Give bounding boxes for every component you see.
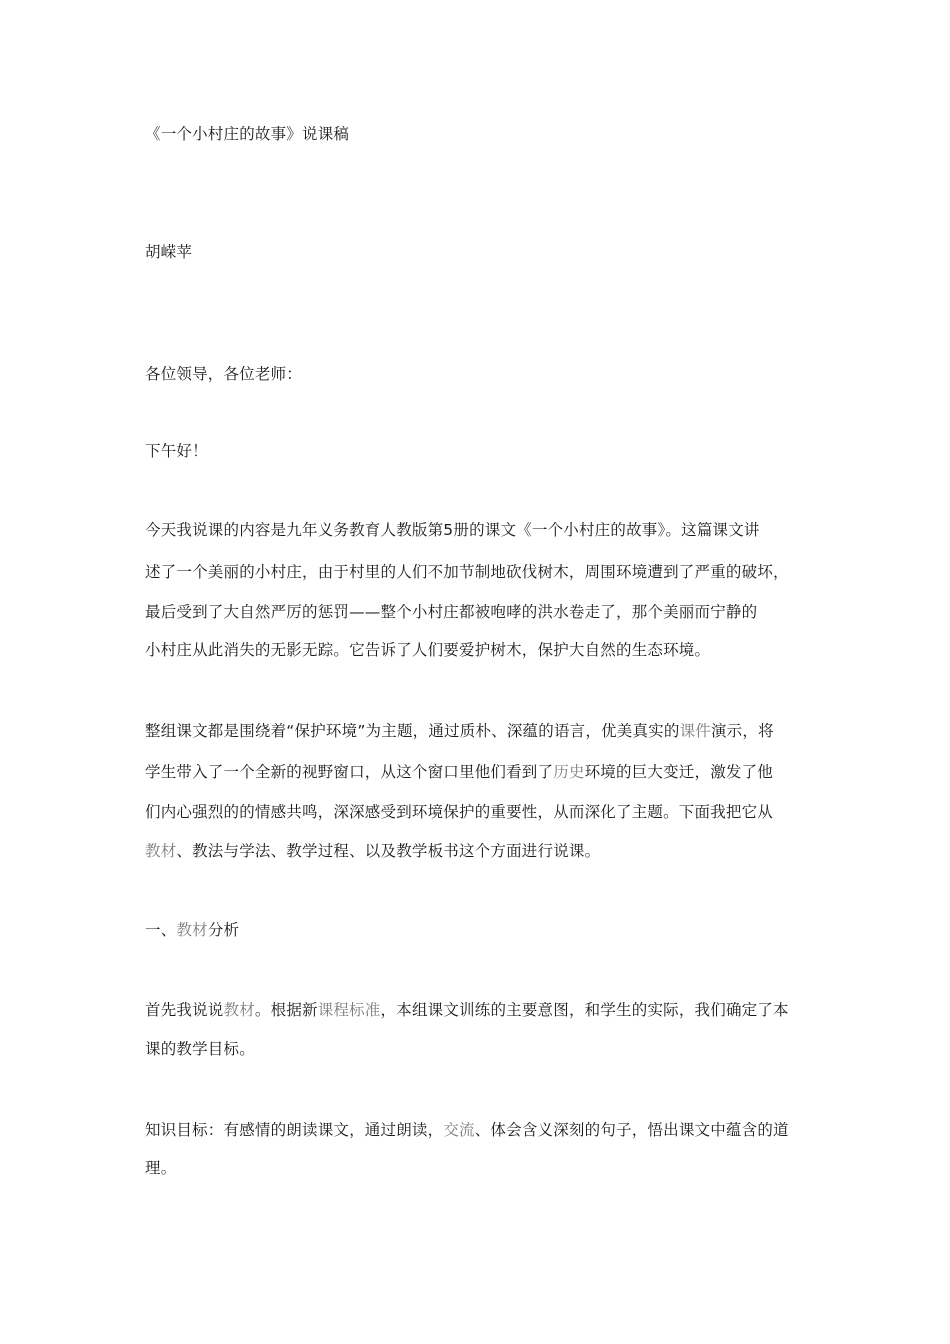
author-name: 胡嵘苹 <box>145 243 193 261</box>
para4-text: 知识目标：有感情的朗读课文，通过朗读， <box>145 1121 444 1139</box>
para3-text: 。根据新 <box>254 1001 318 1019</box>
para1-line1: 今天我说课的内容是九年义务教育人教版第5册的课文《一个小村庄的故事》。这篇课文讲 <box>145 521 760 539</box>
link-textbook-heading[interactable]: 教材 <box>176 921 208 939</box>
para1-line3: 最后受到了大自然严厉的惩罚——整个小村庄都被咆哮的洪水卷走了，那个美丽而宁静的 <box>145 603 758 621</box>
para4-text: 、体会含义深刻的句子，悟出课文中蕴含的道 <box>474 1121 789 1139</box>
salutation: 下午好！ <box>145 442 208 460</box>
section-heading <box>145 920 825 940</box>
para2-text: 、教法与学法、教学过程、以及教学板书这个方面进行说课。 <box>176 842 601 860</box>
document-title: 《一个小村庄的故事》说课稿 <box>145 125 350 143</box>
link-communication[interactable]: 交流 <box>443 1121 475 1139</box>
para2-text: 学生带入了一个全新的视野窗口，从这个窗口里他们看到了 <box>145 763 554 781</box>
link-courseware[interactable]: 课件 <box>679 722 711 740</box>
para4-line2: 理。 <box>145 1159 177 1177</box>
para3-line2: 课的教学目标。 <box>145 1040 255 1058</box>
para1-line4: 小村庄从此消失的无影无踪。它告诉了人们要爱护树木，保护大自然的生态环境。 <box>145 641 711 659</box>
para2-line2 <box>145 762 825 782</box>
para2-line3: 们内心强烈的的情感共鸣，深深感受到环境保护的重要性，从而深化了主题。下面我把它从 <box>145 803 774 821</box>
para3-line1 <box>145 1000 825 1020</box>
para2-text: 整组课文都是围绕着“保护环境”为主题，通过质朴、深蕴的语言，优美真实的 <box>145 722 680 740</box>
para1-line2: 述了一个美丽的小村庄，由于村里的人们不加节制地砍伐树木，周围环境遭到了严重的破坏， <box>145 563 789 581</box>
para2-text: 环境的巨大变迁，激发了他 <box>584 763 774 781</box>
para2-line4 <box>145 841 825 861</box>
section-prefix: 一、 <box>145 921 177 939</box>
greeting: 各位领导，各位老师： <box>145 365 303 383</box>
para2-text: 演示，将 <box>710 722 774 740</box>
section-suffix: 分析 <box>207 921 240 939</box>
link-textbook[interactable]: 教材 <box>145 842 177 860</box>
para3-text: 首先我说说 <box>145 1001 224 1019</box>
link-history[interactable]: 历史 <box>553 763 585 781</box>
link-textbook-p3[interactable]: 教材 <box>223 1001 255 1019</box>
para4-line1 <box>145 1120 825 1140</box>
para2-line1 <box>145 721 825 741</box>
link-curriculum-standard[interactable]: 课程标准 <box>317 1001 381 1019</box>
para3-text: ，本组课文训练的主要意图，和学生的实际，我们确定了本 <box>380 1001 789 1019</box>
